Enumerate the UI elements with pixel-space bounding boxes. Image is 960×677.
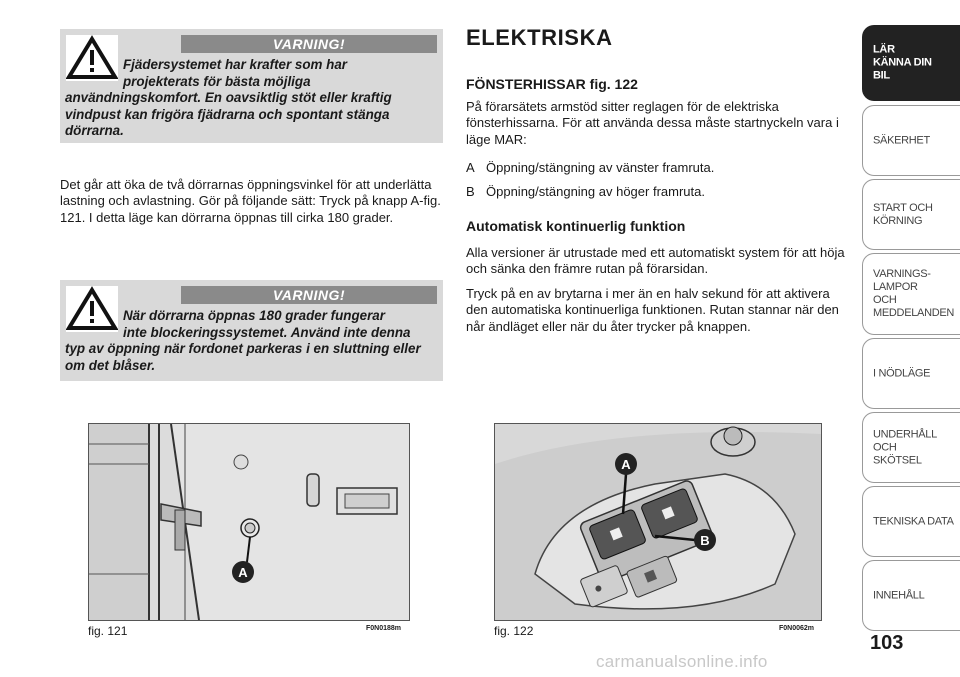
callout-b-label: B <box>700 533 710 548</box>
figure-caption: fig. 122 <box>494 624 534 638</box>
warning-text: Fjädersystemet har krafter som har projekterats för bästa möjliga användningskomfort. En oavsiktlig stöt eller kraftig vindpust kan frigöra fjädrarna och spontant stänga dörrarna. <box>65 57 392 138</box>
warning-text: När dörrarna öppnas 180 grader fungerar inte blockeringssystemet. Använd inte denna typ av öppning när fordonet parkeras i en sluttning eller om det blåser. <box>65 308 421 373</box>
section-title: ELEKTRISKA <box>466 25 613 50</box>
warning-title: VARNING! <box>181 35 437 53</box>
callout-a-label: A <box>238 565 248 580</box>
tab-varningslampor[interactable]: VARNINGS- LAMPOR OCH MEDDELANDEN <box>862 253 960 335</box>
warning-box-springs <box>60 29 443 143</box>
list-item: B Öppning/stängning av höger framruta. <box>466 184 705 199</box>
figure-122-window-switches <box>494 423 822 621</box>
figure-caption: fig. 121 <box>88 624 128 638</box>
warning-box-180 <box>60 280 443 381</box>
warning-title: VARNING! <box>181 286 437 304</box>
window-lift-paragraph: På förarsätets armstöd sitter reglagen för de elektriska fönsterhissarna. För att använda dessa måste startnyckeln vara i läge MAR: <box>466 99 839 147</box>
auto-paragraph-1: Alla versioner är utrustade med ett automatiskt system för att höja och sänka den främre rutan på förarsidan. <box>466 245 845 277</box>
tab-underhall-och-skotsel[interactable]: UNDERHÅLL OCH SKÖTSEL <box>862 412 960 483</box>
door-angle-paragraph: Det går att öka de två dörrarnas öppningsvinkel för att underlätta lastning och avlastning. Gör på följande sätt: Tryck på knapp A-fig. 121. I detta läge kan dörrarna öppnas till cirka 180 grader. <box>60 177 441 225</box>
tab-innehall[interactable]: INNEHÅLL <box>862 560 960 631</box>
tab-i-nodlage[interactable]: I NÖDLÄGE <box>862 338 960 409</box>
figure-121-door-illustration <box>88 423 410 621</box>
watermark: carmanualsonline.info <box>596 652 768 671</box>
tab-lar-kanna-din-bil[interactable]: LÄR KÄNNA DIN BIL <box>862 25 960 101</box>
list-item: A Öppning/stängning av vänster framruta. <box>466 160 715 175</box>
auto-paragraph-2: Tryck på en av brytarna i mer än en halv sekund för att aktivera den automatiska kontinuerliga funktionen. Rutan stannar när den når ändläget eller när du åter trycker på knappen. <box>466 286 839 334</box>
tab-sakerhet[interactable]: SÄKERHET <box>862 105 960 176</box>
figure-code: F0N0062m <box>779 625 815 632</box>
page-number: 103 <box>870 632 904 654</box>
subsection-title-auto: Automatisk kontinuerlig funktion <box>466 218 686 234</box>
subsection-title-window-lifts: FÖNSTERHISSAR fig. 122 <box>466 76 638 92</box>
callout-a-label: A <box>621 457 631 472</box>
tab-tekniska-data[interactable]: TEKNISKA DATA <box>862 486 960 557</box>
window-switch-drawing <box>495 424 821 620</box>
figure-code: F0N0188m <box>366 625 402 632</box>
door-hinge-drawing <box>89 424 409 620</box>
tab-start-och-korning[interactable]: START OCH KÖRNING <box>862 179 960 250</box>
